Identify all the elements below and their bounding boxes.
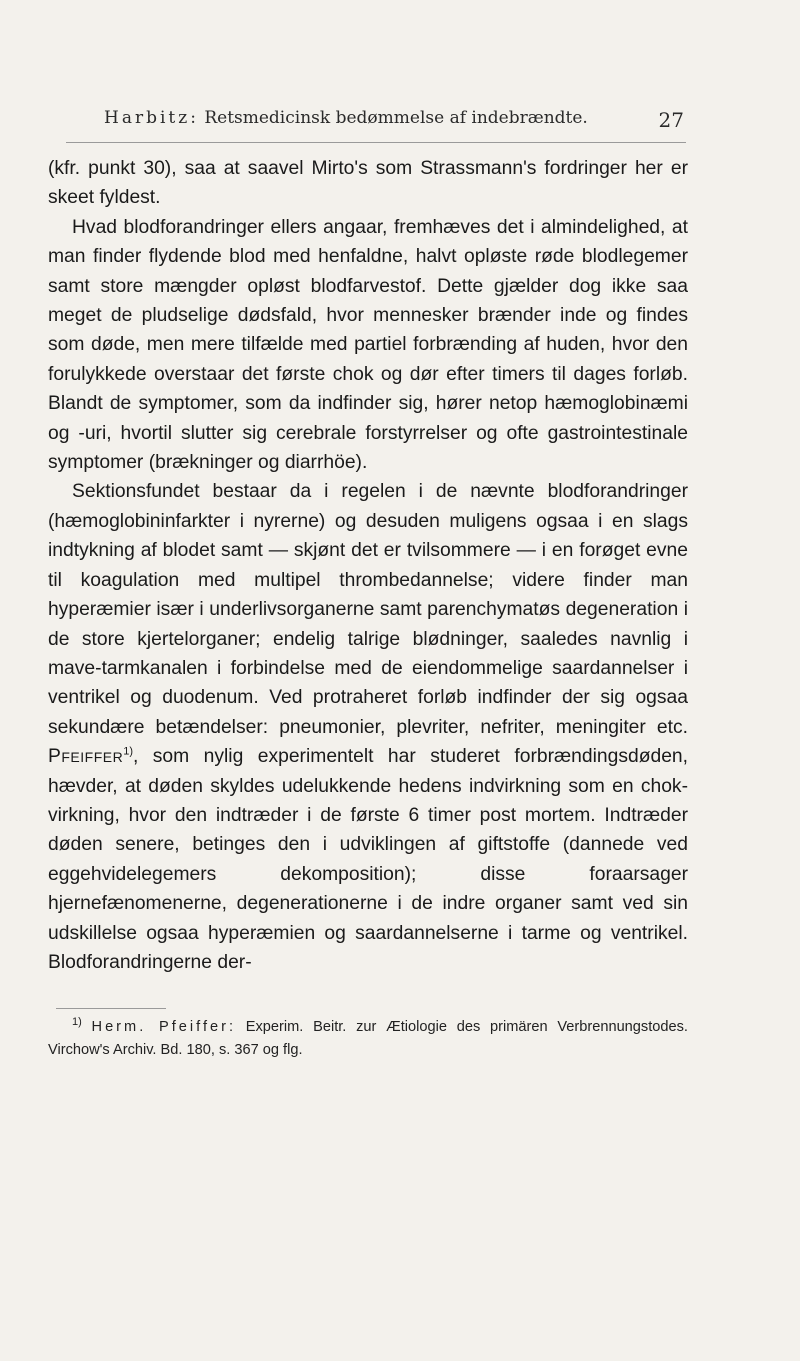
paragraph-3-text-after: , som nylig experimentelt har studeret forbrændingsdøden, hævder, at døden skyldes udelukkende hedens indvirkning som en chok-virkning, hvor den indtræder i de første 6 timer post mortem. Indtræder døden senere, betinges den i udviklingen af giftstoffe (dannede ved eggehvidelegemers dekomposition); disse foraarsager hjernefænomenerne, degenerationerne i de indre organer samt ved sin udskillelse ogsaa hyperæmien og saardannelserne i tarme og ventrikel. Blodforandringerne der- [48,746,688,973]
running-header [104,108,684,138]
body-text [48,154,688,977]
header-title: Retsmedicinsk bedømmelse af indebrændte. [204,108,588,128]
header-author: Harbitz: [104,108,199,128]
cited-author-name: Pfeiffer [48,746,124,768]
footnote [48,1016,688,1062]
footnote-citation: Experim. Beitr. zur Ætiologie des primären Verbrennungstodes. Virchow's Archiv. Bd. 180, s. 367 og flg. [48,1019,688,1058]
footnote-mark: 1) [72,1016,82,1029]
paragraph-3 [48,477,688,977]
page-number: 27 [658,108,684,132]
paragraph-2: Hvad blodforandringer ellers angaar, fremhæves det i almindelighed, at man finder flydende blod med henfaldne, halvt opløste røde blodlegemer samt store mængder opløst blodfarvestof. Dette gjælder dog ikke saa meget de pludselige dødsfald, hvor mennesker brænder inde og findes som døde, men mere tilfælde med partiel forbrænding af huden, hvor den forulykkede overstaar det første chok og dør efter timers til dages forløb. Blandt de symptomer, som da indfinder sig, hører netop hæmoglobinæmi og -uri, hvortil slutter sig cerebrale forstyrrelser og ofte gastrointestinale symptomer (brækninger og diarrhöe). [48,216,688,474]
header-rule [66,142,686,143]
footnote-author: Herm. Pfeiffer: [91,1019,237,1035]
footnote-text [48,1016,688,1062]
footnote-reference: 1) [123,745,133,758]
footnote-rule [56,1008,166,1009]
paragraph-3-text-before: Sektionsfundet bestaar da i regelen i de nævnte blodforandringer (hæmoglobininfarkter i nyrerne) og desuden muligens ogsaa i en slags indtykning af blodet samt — skjønt det er tvilsommere — i en forøget evne til koagulation med multipel thrombedannelse; videre finder man hyperæmier især i underlivsorganerne samt parenchymatøs degeneration i de store kjertelorganer; endelig talrige blødninger, saaledes navnlig i mave-tarmkanalen i forbindelse med de eiendommelige saardannelser i ventrikel og duodenum. Ved protraheret forløb indfinder der sig ogsaa sekundære betændelser: pneumonier, plevriter, nefriter, meningiter etc. [48,481,688,738]
paragraph-1: (kfr. punkt 30), saa at saavel Mirto's som Strassmann's fordringer her er skeet fyldest. [48,158,688,209]
